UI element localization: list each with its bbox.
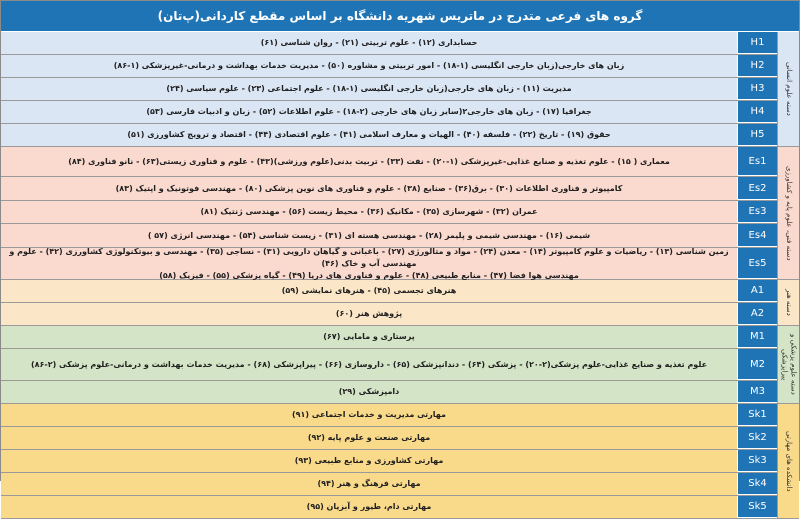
table-row xyxy=(1,101,799,124)
table-row xyxy=(1,78,799,101)
row-fields-line: مدیریت (۱۱) - زبان های خارجی(زبان خارجی انگلیسی (۱-۱۸) - علوم اجتماعی (۲۳) - علوم سیاسی (۲۴) xyxy=(166,84,572,93)
table-row xyxy=(1,473,799,496)
row-fields-line: علوم تغذیه و صنایع غذایی-علوم پزشکی(۲-۲۰) - پزشکی (۶۴) - دندانپزشکی (۶۵) - داروسازی (۶۶) - پیراپزشکی (۶۸) - مدیریت خدمات بهداشت و درمانی-علوم پزشکی (۲-۸۶) xyxy=(30,359,708,369)
table-row xyxy=(1,349,799,381)
row-code: Sk3 xyxy=(737,450,777,472)
row-fields xyxy=(1,280,737,302)
row-code: Sk1 xyxy=(737,404,777,426)
table-row xyxy=(1,32,799,55)
group-label-humanities xyxy=(777,32,799,147)
row-fields xyxy=(1,78,737,100)
row-fields xyxy=(1,201,737,223)
group-label-medical xyxy=(777,326,799,404)
row-fields-line: جغرافیا (۱۷) - زبان های خارجی۲(سایر زبان های خارجی (۲-۱۸) - علوم اطلاعات (۵۲) - زبان و ادبیات فارسی (۵۳) xyxy=(146,107,592,116)
table-title: گروه های فرعی متدرج در ماتریس شهریه دانشگاه بر اساس مقطع کاردانی(پ‌تان) xyxy=(1,1,799,32)
group-label-text: دانشکده های مهارتی xyxy=(785,430,793,492)
row-code: Sk2 xyxy=(737,427,777,449)
row-fields xyxy=(1,32,737,54)
row-fields-line: پرستاری و مامایی (۶۷) xyxy=(323,332,415,341)
row-fields xyxy=(1,124,737,146)
table-row xyxy=(1,224,799,248)
row-code: Es2 xyxy=(737,177,777,200)
row-fields xyxy=(1,496,737,518)
table-row xyxy=(1,381,799,404)
row-code: Es4 xyxy=(737,224,777,247)
row-fields xyxy=(1,55,737,77)
row-code: A2 xyxy=(737,303,777,325)
row-code: A1 xyxy=(737,280,777,302)
table-row xyxy=(1,427,799,450)
row-fields-line: مهارتی کشاورزی و منابع طبیعی (۹۳) xyxy=(294,456,444,465)
table-row xyxy=(1,55,799,78)
row-code: Es1 xyxy=(737,147,777,176)
table-row xyxy=(1,280,799,303)
row-fields-line: معماری ( ۱۵) - علوم تغذیه و صنایع غذایی-غیرپزشکی (۱-۲۰) - نفت (۳۳) - تربیت بدنی(علوم ورزشی)(۴۳) - علوم و فناوری زیستی(۶۳) - نانو فناوری (۸۴) xyxy=(68,156,670,166)
group-label-art xyxy=(777,280,799,326)
row-fields-line: مهارتی صنعت و علوم پایه (۹۲) xyxy=(307,433,431,442)
row-fields xyxy=(1,147,737,176)
row-code: H4 xyxy=(737,101,777,123)
group-label-text: دسته علوم انسانی xyxy=(785,62,793,116)
row-fields-line: دامپزشکی (۲۹) xyxy=(338,387,400,396)
row-fields xyxy=(1,303,737,325)
row-fields xyxy=(1,177,737,200)
row-code: Sk4 xyxy=(737,473,777,495)
row-fields xyxy=(1,326,737,348)
row-fields-line: زبان های خارجی(زبان خارجی انگلیسی (۱-۱۸) - امور تربیتی و مشاوره (۵۰) - مدیریت خدمات بهداشت و درمانی-غیرپزشکی (۱-۸۶) xyxy=(113,61,625,70)
table-row xyxy=(1,248,799,280)
row-fields-line: پژوهش هنر (۶۰) xyxy=(335,309,403,318)
table-row xyxy=(1,450,799,473)
row-code: H5 xyxy=(737,124,777,146)
row-code: H1 xyxy=(737,32,777,54)
row-fields-line: مهندسی هوا فضا (۴۷) - منابع طبیعی (۴۸) - علوم و فناوری های دریا (۴۹) - گیاه پزشکی (۵۵) - فیزیک (۵۸) xyxy=(159,270,579,280)
row-code: H3 xyxy=(737,78,777,100)
row-fields xyxy=(1,381,737,403)
row-code: Sk5 xyxy=(737,496,777,518)
group-label-text: دسته هنر xyxy=(785,289,793,316)
row-fields-line: زمین شناسی (۱۳) - ریاضیات و علوم کامپیوتر (۱۴) - معدن (۲۴) - مواد و متالورژی (۲۷) - باغبانی و گیاهان دارویی (۳۱) - نساجی (۳۵) - مهندسی و بیوتکنولوژی کشاورزی (۴۲) - علوم و مهندسی آب و خاک (۴۶) xyxy=(9,246,729,268)
row-fields-line: عمران (۳۲) - شهرسازی (۳۵) - مکانیک (۳۶) - محیط زیست (۵۶) - مهندسی ژنتیک (۸۱) xyxy=(200,207,538,216)
row-code: Es3 xyxy=(737,201,777,223)
table-row xyxy=(1,404,799,427)
row-fields-line: حسابداری (۱۲) - علوم تربیتی (۲۱) - روان شناسی (۶۱) xyxy=(260,38,478,47)
table-row xyxy=(1,496,799,519)
row-fields xyxy=(1,101,737,123)
group-label-skills xyxy=(777,404,799,519)
row-code: Es5 xyxy=(737,248,777,279)
row-code: M1 xyxy=(737,326,777,348)
row-fields-line: هنرهای تجسمی (۴۵) - هنرهای نمایشی (۵۹) xyxy=(281,286,457,295)
row-code: M2 xyxy=(737,349,777,380)
group-label-text: دسته فنی، علوم پایه و کشاورزی xyxy=(785,165,793,261)
table-row xyxy=(1,177,799,201)
table-row xyxy=(1,147,799,177)
row-fields-line: شیمی (۱۶) - مهندسی شیمی و پلیمر (۲۸) - مهندسی هسته ای (۳۱) - زیست شناسی (۵۴) - مهندسی انرژی (۵۷ ) xyxy=(147,230,591,240)
row-fields-line: کامپیوتر و فناوری اطلاعات (۳۰) - برق(۳۶) - صنایع (۳۸) - علوم و فناوری های نوین پزشکی (۸۰) - مهندسی فوتونیک و اپتیک (۸۳) xyxy=(115,183,623,193)
row-fields-line: مهارتی فرهنگ و هنر (۹۴) xyxy=(317,479,421,488)
table-row xyxy=(1,124,799,147)
row-fields xyxy=(1,248,737,279)
row-fields xyxy=(1,224,737,247)
row-fields xyxy=(1,349,737,380)
table-row xyxy=(1,303,799,326)
row-fields-line: مهارتی دام، طیور و آبزیان (۹۵) xyxy=(306,502,432,511)
row-fields xyxy=(1,427,737,449)
row-code: M3 xyxy=(737,381,777,403)
group-label-engineering xyxy=(777,147,799,280)
row-fields-line: حقوق (۱۹) - تاریخ (۲۲) - فلسفه (۴۰) - الهیات و معارف اسلامی (۴۱) - علوم اقتصادی (۴۴) - اقتصاد و ترویج کشاورزی (۵۱) xyxy=(127,130,611,139)
row-fields-line: مهارتی مدیریت و خدمات اجتماعی (۹۱) xyxy=(291,410,447,419)
row-fields xyxy=(1,473,737,495)
table-row xyxy=(1,201,799,224)
table-row xyxy=(1,326,799,349)
row-code: H2 xyxy=(737,55,777,77)
group-label-text: دسته علوم پزشکی و پیراپزشکی xyxy=(780,334,798,395)
row-fields xyxy=(1,450,737,472)
row-fields xyxy=(1,404,737,426)
